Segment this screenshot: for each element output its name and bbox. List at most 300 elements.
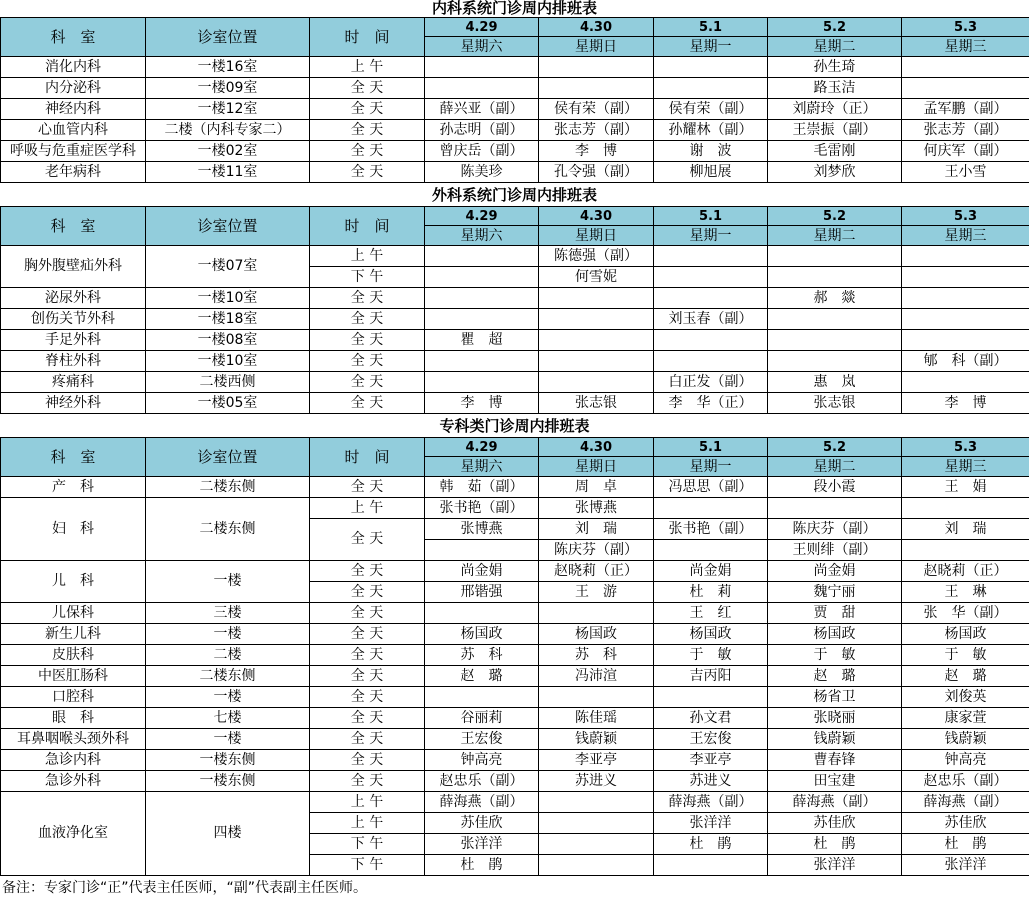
doctor-cell: 田宝建 [768, 771, 902, 792]
surgical-schedule-table [0, 206, 1029, 414]
doctor-cell [425, 288, 539, 309]
dept-cell: 心血管内科 [1, 120, 146, 141]
time-cell: 全 天 [310, 372, 425, 393]
doctor-cell: 王则绯（副） [768, 540, 902, 561]
doctor-cell [539, 288, 654, 309]
doctor-cell [425, 57, 539, 78]
doctor-cell: 陈德强（副） [539, 246, 654, 267]
doctor-cell: 吉丙阳 [654, 666, 768, 687]
internal-title: 内科系统门诊周内排班表 [431, 0, 597, 17]
doctor-cell: 瞿 超 [425, 330, 539, 351]
dept-cell: 急诊内科 [1, 750, 146, 771]
doctor-cell: 毛雷刚 [768, 141, 902, 162]
dept-cell: 儿保科 [1, 603, 146, 624]
doctor-cell: 王 游 [539, 582, 654, 603]
header-date: 4.30 [539, 207, 654, 226]
dept-cell: 老年病科 [1, 162, 146, 183]
header-dept: 科 室 [1, 18, 146, 57]
time-cell: 下 午 [310, 267, 425, 288]
time-cell: 全 天 [310, 309, 425, 330]
doctor-cell [425, 687, 539, 708]
time-cell: 上 午 [310, 498, 425, 519]
doctor-cell: 薛海燕（副） [768, 792, 902, 813]
doctor-cell [425, 246, 539, 267]
doctor-cell: 张书艳（副） [425, 498, 539, 519]
doctor-cell: 赵忠乐（副） [425, 771, 539, 792]
header-weekday: 星期六 [425, 457, 539, 477]
doctor-cell [654, 498, 768, 519]
table-row [1, 372, 1029, 393]
table-row [1, 477, 1029, 498]
header-time: 时 间 [310, 438, 425, 477]
dept-cell: 手足外科 [1, 330, 146, 351]
doctor-cell: 刘俊英 [902, 687, 1029, 708]
doctor-cell: 孙生琦 [768, 57, 902, 78]
location-cell: 一楼 [146, 687, 310, 708]
doctor-cell: 陈庆芬（副） [768, 519, 902, 540]
table-row [1, 309, 1029, 330]
time-cell: 全 天 [310, 120, 425, 141]
header-date: 5.3 [902, 18, 1029, 37]
doctor-cell: 冯沛渲 [539, 666, 654, 687]
doctor-cell: 李亚亭 [654, 750, 768, 771]
time-cell: 全 天 [310, 582, 425, 603]
header-date: 5.2 [768, 18, 902, 37]
doctor-cell: 张志银 [539, 393, 654, 414]
doctor-cell [902, 57, 1029, 78]
footnote: 备注：专家门诊“正”代表主任医师，“副”代表副主任医师。 [2, 880, 368, 896]
doctor-cell: 惠 岚 [768, 372, 902, 393]
dept-cell: 创伤关节外科 [1, 309, 146, 330]
doctor-cell [425, 78, 539, 99]
doctor-cell: 薛海燕（副） [902, 792, 1029, 813]
doctor-cell: 赵 璐 [425, 666, 539, 687]
doctor-cell: 王 娟 [902, 477, 1029, 498]
doctor-cell: 钱蔚颖 [768, 729, 902, 750]
doctor-cell: 邢锴强 [425, 582, 539, 603]
doctor-cell: 张书艳（副） [654, 519, 768, 540]
doctor-cell: 苏佳欣 [768, 813, 902, 834]
doctor-cell [539, 372, 654, 393]
doctor-cell: 尚金娟 [425, 561, 539, 582]
doctor-cell: 张洋洋 [768, 855, 902, 876]
doctor-cell [654, 687, 768, 708]
table-row [1, 351, 1029, 372]
header-weekday: 星期一 [654, 457, 768, 477]
doctor-cell: 尚金娟 [768, 561, 902, 582]
doctor-cell: 孙志明（副） [425, 120, 539, 141]
dept-cell: 脊柱外科 [1, 351, 146, 372]
doctor-cell [902, 78, 1029, 99]
dept-cell: 疼痛科 [1, 372, 146, 393]
doctor-cell [539, 687, 654, 708]
doctor-cell: 白正发（副） [654, 372, 768, 393]
doctor-cell: 王崇振（副） [768, 120, 902, 141]
table-row [1, 288, 1029, 309]
doctor-cell [768, 498, 902, 519]
dept-cell: 中医肛肠科 [1, 666, 146, 687]
doctor-cell [539, 603, 654, 624]
doctor-cell [425, 603, 539, 624]
dept-cell: 妇 科 [1, 498, 146, 561]
doctor-cell: 赵忠乐（副） [902, 771, 1029, 792]
time-cell: 全 天 [310, 771, 425, 792]
time-cell: 全 天 [310, 624, 425, 645]
header-weekday: 星期日 [539, 37, 654, 57]
doctor-cell: 孟军鹏（副） [902, 99, 1029, 120]
doctor-cell: 陈庆芬（副） [539, 540, 654, 561]
doctor-cell: 陈美珍 [425, 162, 539, 183]
doctor-cell [768, 246, 902, 267]
doctor-cell: 冯思思（副） [654, 477, 768, 498]
doctor-cell: 谢 波 [654, 141, 768, 162]
header-date: 5.1 [654, 207, 768, 226]
time-cell: 全 天 [310, 645, 425, 666]
doctor-cell: 刘蔚玲（正） [768, 99, 902, 120]
doctor-cell [768, 267, 902, 288]
doctor-cell: 张晓丽 [768, 708, 902, 729]
table-row [1, 393, 1029, 414]
doctor-cell [539, 309, 654, 330]
location-cell: 一楼05室 [146, 393, 310, 414]
header-weekday: 星期一 [654, 37, 768, 57]
table-row [1, 624, 1029, 645]
dept-cell: 耳鼻咽喉头颈外科 [1, 729, 146, 750]
dept-cell: 儿 科 [1, 561, 146, 603]
table-row [1, 246, 1029, 267]
doctor-cell: 钱蔚颖 [902, 729, 1029, 750]
header-date: 4.30 [539, 18, 654, 37]
doctor-cell: 孙文君 [654, 708, 768, 729]
time-cell: 下 午 [310, 855, 425, 876]
dept-cell: 消化内科 [1, 57, 146, 78]
location-cell: 一楼东侧 [146, 771, 310, 792]
doctor-cell: 苏 科 [539, 645, 654, 666]
header-weekday: 星期日 [539, 226, 654, 246]
doctor-cell [654, 540, 768, 561]
doctor-cell: 王 红 [654, 603, 768, 624]
doctor-cell [539, 330, 654, 351]
location-cell: 一楼10室 [146, 288, 310, 309]
doctor-cell [654, 855, 768, 876]
doctor-cell [539, 813, 654, 834]
time-cell: 上 午 [310, 813, 425, 834]
header-weekday: 星期一 [654, 226, 768, 246]
time-cell: 全 天 [310, 99, 425, 120]
location-cell: 一楼16室 [146, 57, 310, 78]
doctor-cell [539, 792, 654, 813]
doctor-cell: 苏进义 [654, 771, 768, 792]
doctor-cell [425, 372, 539, 393]
header-date: 4.29 [425, 438, 539, 457]
table-row [1, 750, 1029, 771]
header-date: 5.3 [902, 438, 1029, 457]
doctor-cell: 何庆军（副） [902, 141, 1029, 162]
doctor-cell: 曾庆岳（副） [425, 141, 539, 162]
header-weekday: 星期三 [902, 37, 1029, 57]
time-cell: 全 天 [310, 666, 425, 687]
doctor-cell: 刘梦欣 [768, 162, 902, 183]
dept-cell: 眼 科 [1, 708, 146, 729]
location-cell: 一楼11室 [146, 162, 310, 183]
time-cell: 全 天 [310, 393, 425, 414]
doctor-cell [768, 351, 902, 372]
doctor-cell: 刘玉春（副） [654, 309, 768, 330]
header-weekday: 星期日 [539, 457, 654, 477]
doctor-cell [902, 309, 1029, 330]
table-row [1, 162, 1029, 183]
doctor-cell: 魏宁丽 [768, 582, 902, 603]
time-cell: 上 午 [310, 246, 425, 267]
doctor-cell: 杜 鹃 [425, 855, 539, 876]
doctor-cell: 张洋洋 [425, 834, 539, 855]
dept-cell: 口腔科 [1, 687, 146, 708]
dept-cell: 神经外科 [1, 393, 146, 414]
special-title: 专科类门诊周内排班表 [439, 417, 590, 435]
dept-cell: 神经内科 [1, 99, 146, 120]
dept-cell: 产 科 [1, 477, 146, 498]
doctor-cell [902, 246, 1029, 267]
doctor-cell [654, 78, 768, 99]
doctor-cell: 苏 科 [425, 645, 539, 666]
doctor-cell: 赵晓莉（正） [902, 561, 1029, 582]
location-cell: 二楼东侧 [146, 477, 310, 498]
doctor-cell: 周 卓 [539, 477, 654, 498]
location-cell: 一楼09室 [146, 78, 310, 99]
doctor-cell: 李 博 [539, 141, 654, 162]
doctor-cell: 何雪妮 [539, 267, 654, 288]
doctor-cell [539, 834, 654, 855]
location-cell: 一楼07室 [146, 246, 310, 288]
time-cell: 全 天 [310, 477, 425, 498]
doctor-cell: 侯有荣（副） [654, 99, 768, 120]
header-weekday: 星期二 [768, 457, 902, 477]
doctor-cell: 杜 鹃 [902, 834, 1029, 855]
header-date: 4.29 [425, 18, 539, 37]
doctor-cell: 张志银 [768, 393, 902, 414]
doctor-cell: 曹春锋 [768, 750, 902, 771]
dept-cell: 新生儿科 [1, 624, 146, 645]
surgical-title: 外科系统门诊周内排班表 [431, 186, 597, 204]
doctor-cell [902, 330, 1029, 351]
doctor-cell: 苏佳欣 [902, 813, 1029, 834]
time-cell: 全 天 [310, 729, 425, 750]
doctor-cell: 杨国政 [654, 624, 768, 645]
location-cell: 四楼 [146, 792, 310, 876]
dept-cell: 皮肤科 [1, 645, 146, 666]
table-row [1, 330, 1029, 351]
doctor-cell: 于 敏 [902, 645, 1029, 666]
doctor-cell: 李 博 [902, 393, 1029, 414]
doctor-cell: 柳旭展 [654, 162, 768, 183]
table-row [1, 561, 1029, 582]
location-cell: 二楼西侧 [146, 372, 310, 393]
doctor-cell: 张洋洋 [902, 855, 1029, 876]
doctor-cell: 王宏俊 [425, 729, 539, 750]
doctor-cell: 钱蔚颖 [539, 729, 654, 750]
doctor-cell [425, 309, 539, 330]
time-cell: 全 天 [310, 687, 425, 708]
doctor-cell [539, 57, 654, 78]
time-cell: 全 天 [310, 330, 425, 351]
header-date: 5.1 [654, 18, 768, 37]
doctor-cell: 康家萱 [902, 708, 1029, 729]
table-row [1, 687, 1029, 708]
doctor-cell: 王 琳 [902, 582, 1029, 603]
doctor-cell: 赵 璐 [768, 666, 902, 687]
doctor-cell [539, 78, 654, 99]
location-cell: 一楼东侧 [146, 750, 310, 771]
doctor-cell: 于 敏 [654, 645, 768, 666]
time-cell: 全 天 [310, 603, 425, 624]
doctor-cell [654, 246, 768, 267]
doctor-cell: 张博燕 [425, 519, 539, 540]
location-cell: 三楼 [146, 603, 310, 624]
location-cell: 一楼12室 [146, 99, 310, 120]
location-cell: 一楼 [146, 624, 310, 645]
doctor-cell: 苏进义 [539, 771, 654, 792]
doctor-cell [425, 351, 539, 372]
doctor-cell [539, 855, 654, 876]
time-cell: 全 天 [310, 141, 425, 162]
table-row [1, 708, 1029, 729]
time-cell: 上 午 [310, 57, 425, 78]
dept-cell: 血液净化室 [1, 792, 146, 876]
doctor-cell: 郝 燚 [768, 288, 902, 309]
header-weekday: 星期二 [768, 37, 902, 57]
time-cell: 全 天 [310, 519, 425, 561]
doctor-cell: 陈佳瑶 [539, 708, 654, 729]
doctor-cell [902, 267, 1029, 288]
header-date: 4.30 [539, 438, 654, 457]
doctor-cell: 杨国政 [539, 624, 654, 645]
table-row [1, 141, 1029, 162]
doctor-cell: 杨国政 [768, 624, 902, 645]
header-weekday: 星期二 [768, 226, 902, 246]
doctor-cell: 杜 莉 [654, 582, 768, 603]
dept-cell: 泌尿外科 [1, 288, 146, 309]
doctor-cell [902, 372, 1029, 393]
doctor-cell: 张博燕 [539, 498, 654, 519]
doctor-cell: 李 华（正） [654, 393, 768, 414]
table-row [1, 78, 1029, 99]
header-weekday: 星期六 [425, 37, 539, 57]
doctor-cell: 段小霞 [768, 477, 902, 498]
doctor-cell: 钟高亮 [902, 750, 1029, 771]
table-row [1, 120, 1029, 141]
doctor-cell [425, 540, 539, 561]
location-cell: 一楼 [146, 561, 310, 603]
doctor-cell: 郇 科（副） [902, 351, 1029, 372]
doctor-cell: 钟高亮 [425, 750, 539, 771]
header-weekday: 星期三 [902, 226, 1029, 246]
header-location: 诊室位置 [146, 438, 310, 477]
dept-cell: 内分泌科 [1, 78, 146, 99]
special-schedule-table [0, 437, 1029, 876]
doctor-cell: 孙耀林（副） [654, 120, 768, 141]
table-row [1, 729, 1029, 750]
time-cell: 全 天 [310, 750, 425, 771]
doctor-cell: 侯有荣（副） [539, 99, 654, 120]
doctor-cell: 张洋洋 [654, 813, 768, 834]
table-row [1, 57, 1029, 78]
doctor-cell [425, 267, 539, 288]
doctor-cell: 尚金娟 [654, 561, 768, 582]
doctor-cell: 张志芳（副） [539, 120, 654, 141]
doctor-cell: 李 博 [425, 393, 539, 414]
dept-cell: 呼吸与危重症医学科 [1, 141, 146, 162]
doctor-cell: 赵 璐 [902, 666, 1029, 687]
doctor-cell [654, 351, 768, 372]
time-cell: 全 天 [310, 708, 425, 729]
doctor-cell: 路玉洁 [768, 78, 902, 99]
location-cell: 一楼08室 [146, 330, 310, 351]
doctor-cell: 杨国政 [902, 624, 1029, 645]
table-row [1, 792, 1029, 813]
location-cell: 一楼02室 [146, 141, 310, 162]
doctor-cell: 于 敏 [768, 645, 902, 666]
doctor-cell [902, 498, 1029, 519]
time-cell: 全 天 [310, 162, 425, 183]
doctor-cell: 杨省卫 [768, 687, 902, 708]
doctor-cell [902, 540, 1029, 561]
time-cell: 全 天 [310, 78, 425, 99]
doctor-cell [768, 330, 902, 351]
dept-cell: 急诊外科 [1, 771, 146, 792]
doctor-cell: 韩 茹（副） [425, 477, 539, 498]
header-dept: 科 室 [1, 207, 146, 246]
location-cell: 二楼（内科专家二） [146, 120, 310, 141]
doctor-cell: 谷丽莉 [425, 708, 539, 729]
doctor-cell [902, 288, 1029, 309]
doctor-cell: 赵晓莉（正） [539, 561, 654, 582]
doctor-cell: 杜 鹃 [654, 834, 768, 855]
doctor-cell [768, 309, 902, 330]
table-row [1, 666, 1029, 687]
doctor-cell [654, 267, 768, 288]
doctor-cell: 张志芳（副） [902, 120, 1029, 141]
doctor-cell: 孔令强（副） [539, 162, 654, 183]
header-weekday: 星期六 [425, 226, 539, 246]
header-date: 5.3 [902, 207, 1029, 226]
location-cell: 二楼 [146, 645, 310, 666]
doctor-cell: 杜 鹃 [768, 834, 902, 855]
doctor-cell [539, 351, 654, 372]
header-date: 5.1 [654, 438, 768, 457]
location-cell: 二楼东侧 [146, 666, 310, 687]
header-date: 4.29 [425, 207, 539, 226]
doctor-cell: 薛兴亚（副） [425, 99, 539, 120]
doctor-cell: 刘 瑞 [539, 519, 654, 540]
header-location: 诊室位置 [146, 207, 310, 246]
table-row [1, 771, 1029, 792]
header-date: 5.2 [768, 207, 902, 226]
location-cell: 一楼10室 [146, 351, 310, 372]
doctor-cell: 刘 瑞 [902, 519, 1029, 540]
header-location: 诊室位置 [146, 18, 310, 57]
doctor-cell: 薛海燕（副） [425, 792, 539, 813]
time-cell: 下 午 [310, 834, 425, 855]
doctor-cell: 李亚亭 [539, 750, 654, 771]
doctor-cell [654, 288, 768, 309]
doctor-cell [654, 330, 768, 351]
location-cell: 七楼 [146, 708, 310, 729]
doctor-cell: 张 华（副） [902, 603, 1029, 624]
time-cell: 全 天 [310, 561, 425, 582]
doctor-cell: 苏佳欣 [425, 813, 539, 834]
time-cell: 全 天 [310, 351, 425, 372]
doctor-cell: 贾 甜 [768, 603, 902, 624]
